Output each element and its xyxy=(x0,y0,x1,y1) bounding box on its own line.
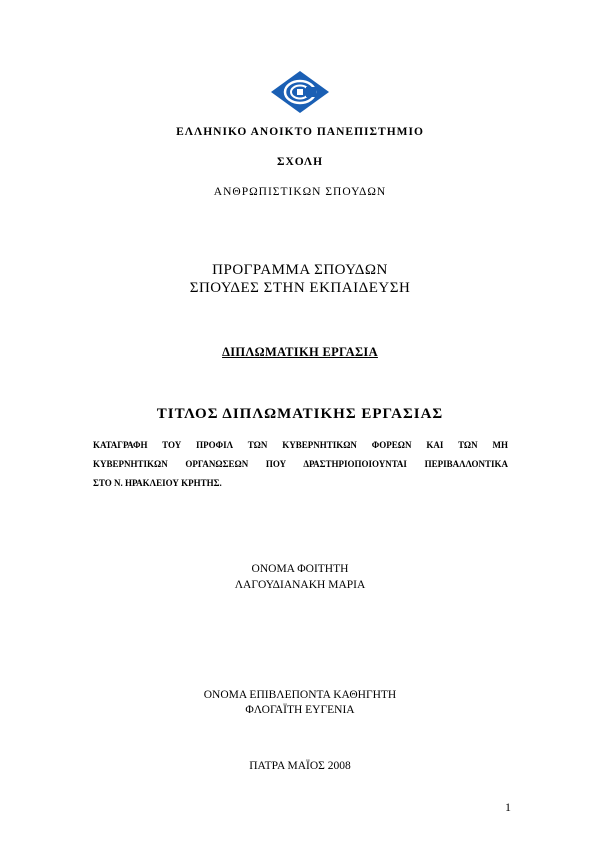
title-line: ΣΤΟ Ν. ΗΡΑΚΛΕΙΟΥ ΚΡΗΤΗΣ. xyxy=(93,478,222,488)
place-date: ΠΑΤΡΑ ΜΑΪΟΣ 2008 xyxy=(249,760,351,772)
supervisor-label: ΟΝΟΜΑ ΕΠΙΒΛΕΠΟΝΤΑ ΚΑΘΗΓΗΤΗ xyxy=(203,689,397,701)
program-line-1: ΠΡΟΓΡΑΜΜΑ ΣΠΟΥΔΩΝ xyxy=(212,262,388,278)
title-line: ΚΑΤΑΓΡΑΦΗ ΤΟΥ ΠΡΟΦΙΛ ΤΩΝ ΚΥΒΕΡΝΗΤΙΚΩΝ ΦΟΡΕΩΝ ΚΑΙ ΤΩΝ ΜΗ xyxy=(93,440,508,450)
page-number: 1 xyxy=(505,800,511,814)
university-logo-icon xyxy=(270,70,330,114)
program-line-2: ΣΠΟΥΔΕΣ ΣΤΗΝ ΕΚΠΑΙΔΕΥΣΗ xyxy=(189,280,411,296)
school-name: ΑΝΘΡΩΠΙΣΤΙΚΩΝ ΣΠΟΥΔΩΝ xyxy=(213,186,387,198)
school-label: ΣΧΟΛΗ xyxy=(276,156,324,168)
student-label: ΟΝΟΜΑ ΦΟΙΤΗΤΗ xyxy=(251,563,349,575)
thesis-heading: ΔΙΠΛΩΜΑΤΙΚΗ ΕΡΓΑΣΙΑ xyxy=(222,345,378,359)
supervisor-name: ΦΛΟΓΑΪΤΗ ΕΥΓΕΝΙΑ xyxy=(245,704,355,716)
university-name: ΕΛΛΗΝΙΚΟ ΑΝΟΙΚΤΟ ΠΑΝΕΠΙΣΤΗΜΙΟ xyxy=(176,126,424,138)
title-line: ΚΥΒΕΡΝΗΤΙΚΩΝ ΟΡΓΑΝΩΣΕΩΝ ΠΟΥ ΔΡΑΣΤΗΡΙΟΠΟΙΟΥΝΤΑΙ ΠΕΡΙΒΑΛΛΟΝΤΙΚΑ xyxy=(93,459,508,469)
thesis-title-label: ΤΙΤΛΟΣ ΔΙΠΛΩΜΑΤΙΚΗΣ ΕΡΓΑΣΙΑΣ xyxy=(156,406,444,422)
student-name: ΛΑΓΟΥΔΙΑΝΑΚΗ ΜΑΡΙΑ xyxy=(234,579,366,591)
thesis-title-text xyxy=(93,436,508,493)
